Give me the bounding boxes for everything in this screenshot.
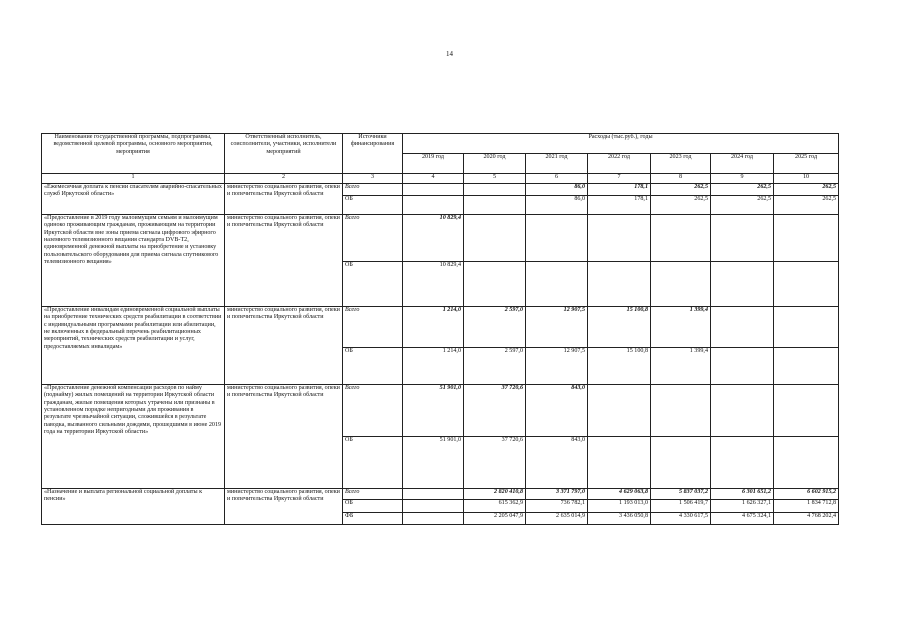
expense-value: 736 782,1 — [526, 500, 588, 513]
expense-value: 5 837 037,2 — [651, 489, 711, 500]
program-name: «Назначение и выплата региональной социальной доплаты к пенсии» — [42, 489, 225, 525]
funding-source: ОБ — [343, 500, 403, 513]
page-number: 14 — [446, 50, 453, 58]
expense-value: 2 597,0 — [464, 307, 526, 348]
expense-value: 262,5 — [774, 184, 839, 196]
expense-value — [774, 262, 839, 307]
funding-source: ФБ — [343, 513, 403, 525]
expense-value: 12 907,5 — [526, 348, 588, 385]
expense-value: 2 635 014,9 — [526, 513, 588, 525]
header-year: 2019 год — [403, 154, 464, 174]
executor-name: министерство социального развития, опеки и попечительства Иркутской области — [225, 307, 343, 385]
column-number: 3 — [343, 174, 403, 184]
column-number: 2 — [225, 174, 343, 184]
column-number: 5 — [464, 174, 526, 184]
expense-value: 262,5 — [711, 184, 774, 196]
expense-value — [403, 500, 464, 513]
program-name: «Предоставление денежной компенсации расходов по найму (поднайму) жилых помещений на территории Иркутской области гражданам, жилые помещения которых утрачены или признаны в установленном порядке непригодными для проживания в результате чрезвычайной ситуации, сложившейся в результате паводка, вызванного сильными дождями, прошедшими в июне 2019 года на территории Иркутской области» — [42, 385, 225, 489]
column-number: 9 — [711, 174, 774, 184]
expense-value — [464, 196, 526, 215]
executor-name: министерство социального развития, опеки и попечительства Иркутской области — [225, 385, 343, 489]
table-header — [42, 134, 839, 184]
expense-value: 6 602 915,2 — [774, 489, 839, 500]
expense-value — [774, 307, 839, 348]
expense-value — [774, 215, 839, 262]
column-number: 1 — [42, 174, 225, 184]
funding-source: Всего — [343, 184, 403, 196]
header-year: 2025 год — [774, 154, 839, 174]
funding-source: ОБ — [343, 348, 403, 385]
expense-value: 6 301 651,2 — [711, 489, 774, 500]
program-name: «Предоставление инвалидам единовременной социальной выплаты на приобретение технических средств реабилитации в соответствии с индивидуальными программами реабилитации или абилитации, не включенных в федеральный перечень реабилитационных мероприятий, технических средств реабилитации и услуг, предоставляемых инвалидам» — [42, 307, 225, 385]
header-year: 2021 год — [526, 154, 588, 174]
expense-value: 2 820 410,8 — [464, 489, 526, 500]
expense-value: 1 399,4 — [651, 348, 711, 385]
expense-value: 262,5 — [711, 196, 774, 215]
expense-value: 86,0 — [526, 184, 588, 196]
expense-value: 15 100,8 — [588, 348, 651, 385]
expense-value — [464, 215, 526, 262]
header-sources: Источники финансирования — [343, 134, 403, 174]
expense-value — [588, 437, 651, 489]
expense-value: 37 720,6 — [464, 437, 526, 489]
funding-source: Всего — [343, 215, 403, 262]
expense-value: 262,5 — [651, 196, 711, 215]
table-row — [42, 385, 839, 437]
expense-value — [711, 307, 774, 348]
column-number: 10 — [774, 174, 839, 184]
expense-value: 12 907,5 — [526, 307, 588, 348]
header-year: 2024 год — [711, 154, 774, 174]
table-row — [42, 489, 839, 500]
expense-value — [588, 215, 651, 262]
expense-value — [464, 262, 526, 307]
expense-value — [774, 348, 839, 385]
expense-value: 4 330 617,5 — [651, 513, 711, 525]
expense-value: 178,1 — [588, 184, 651, 196]
expense-value — [711, 262, 774, 307]
expense-value: 51 901,0 — [403, 385, 464, 437]
expense-value: 1 626 327,1 — [711, 500, 774, 513]
expense-value: 4 768 202,4 — [774, 513, 839, 525]
expense-value — [588, 262, 651, 307]
expense-value — [651, 215, 711, 262]
expense-value — [651, 437, 711, 489]
column-number: 8 — [651, 174, 711, 184]
expense-value: 1 193 013,0 — [588, 500, 651, 513]
column-number: 6 — [526, 174, 588, 184]
funding-source: Всего — [343, 307, 403, 348]
expense-value: 262,5 — [651, 184, 711, 196]
funding-source: ОБ — [343, 437, 403, 489]
expense-value: 10 829,4 — [403, 215, 464, 262]
header-column-numbers-row — [42, 174, 839, 184]
executor-name: министерство социального развития, опеки и попечительства Иркутской области — [225, 184, 343, 215]
expense-value: 86,0 — [526, 196, 588, 215]
expense-value — [711, 437, 774, 489]
expense-value: 615 362,9 — [464, 500, 526, 513]
expense-value: 10 829,4 — [403, 262, 464, 307]
table-row — [42, 215, 839, 262]
expense-value: 37 720,6 — [464, 385, 526, 437]
expense-value: 843,0 — [526, 385, 588, 437]
expense-value — [526, 215, 588, 262]
expense-value: 51 901,0 — [403, 437, 464, 489]
header-year: 2020 год — [464, 154, 526, 174]
expense-value: 1 214,0 — [403, 348, 464, 385]
expense-value: 1 834 712,8 — [774, 500, 839, 513]
expense-value — [651, 385, 711, 437]
expense-value: 1 506 419,7 — [651, 500, 711, 513]
expense-value — [403, 489, 464, 500]
program-name: «Ежемесячная доплата к пенсии спасателям аварийно-спасательных служб Иркутской области» — [42, 184, 225, 215]
expense-value — [464, 184, 526, 196]
budget-table — [41, 133, 839, 525]
expense-value — [651, 262, 711, 307]
expense-value — [526, 262, 588, 307]
executor-name: министерство социального развития, опеки и попечительства Иркутской области — [225, 215, 343, 307]
expense-value — [711, 215, 774, 262]
expense-value — [403, 513, 464, 525]
expense-value: 15 100,8 — [588, 307, 651, 348]
funding-source: ОБ — [343, 262, 403, 307]
column-number: 4 — [403, 174, 464, 184]
header-year: 2023 год — [651, 154, 711, 174]
expense-value — [774, 437, 839, 489]
header-expenses: Расходы (тыс.руб.), годы — [403, 134, 839, 154]
funding-source: Всего — [343, 385, 403, 437]
expense-value: 3 371 797,0 — [526, 489, 588, 500]
table-body — [42, 184, 839, 525]
expense-value: 2 205 047,9 — [464, 513, 526, 525]
header-executor: Ответственный исполнитель, соисполнители, участники, исполнители мероприятий — [225, 134, 343, 174]
funding-source: Всего — [343, 489, 403, 500]
executor-name: министерство социального развития, опеки и попечительства Иркутской области — [225, 489, 343, 525]
expense-value: 3 436 050,8 — [588, 513, 651, 525]
expense-value: 4 629 063,8 — [588, 489, 651, 500]
expense-value: 2 597,0 — [464, 348, 526, 385]
program-name: «Предоставление в 2019 году малоимущим семьям и малоимущим одиноко проживающим гражданам, проживающим на территории Иркутской области вне зоны приема сигнала цифрового эфирного наземного телевизионного вещания стандарта DVB-T2, единовременной денежной выплаты на приобретение и установку пользовательского оборудования для приема сигнала спутникового телевизионного вещания» — [42, 215, 225, 307]
header-year: 2022 год — [588, 154, 651, 174]
expense-value — [711, 385, 774, 437]
expense-value — [774, 385, 839, 437]
header-program: Наименование государственной программы, подпрограммы, ведомственной целевой программы, основного мероприятия, мероприятия — [42, 134, 225, 174]
expense-value — [711, 348, 774, 385]
expense-value: 843,0 — [526, 437, 588, 489]
funding-source: ОБ — [343, 196, 403, 215]
expense-value: 178,1 — [588, 196, 651, 215]
table-row — [42, 184, 839, 196]
expense-value: 4 675 324,1 — [711, 513, 774, 525]
expense-value: 1 399,4 — [651, 307, 711, 348]
expense-value: 262,5 — [774, 196, 839, 215]
expense-value — [588, 385, 651, 437]
expense-value: 1 214,0 — [403, 307, 464, 348]
expense-value — [403, 196, 464, 215]
expense-value — [403, 184, 464, 196]
column-number: 7 — [588, 174, 651, 184]
table-row — [42, 307, 839, 348]
